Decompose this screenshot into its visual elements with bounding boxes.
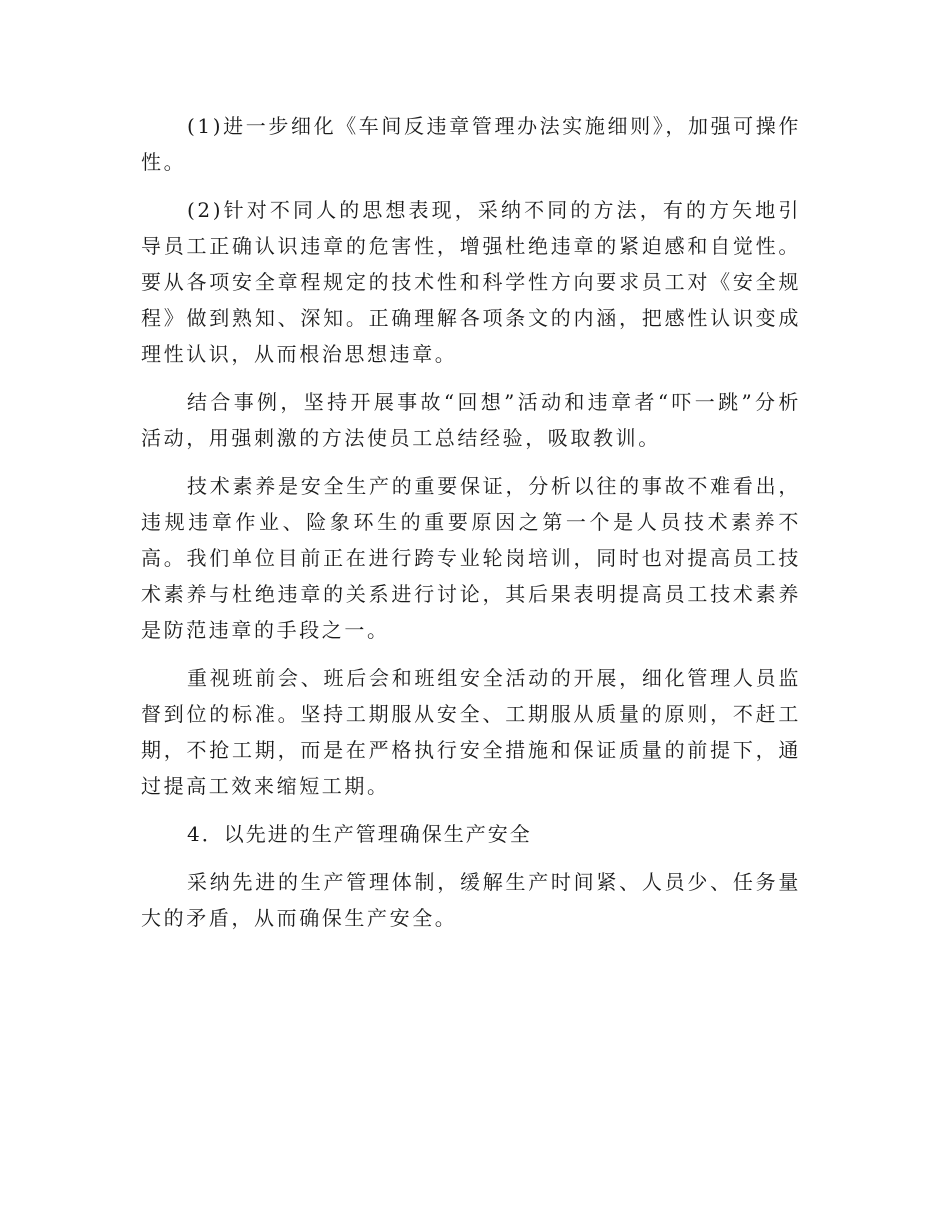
paragraph-2: (2)针对不同人的思想表现，采纳不同的方法，有的方矢地引导员工正确认识违章的危害性，增强杜绝违章的紧迫感和自觉性。要从各项安全章程规定的技术性和科学性方向要求员工对《安全规程》做到熟知、深知。正确理解各项条文的内涵，把感性认识变成理性认识，从而根治思想违章。: [141, 198, 801, 366]
paragraph-5: 重视班前会、班后会和班组安全活动的开展，细化管理人员监督到位的标准。坚持工期服从安全、工期服从质量的原则，不赶工期，不抢工期，而是在严格执行安全措施和保证质量的前提下，通过提高工效来缩短工期。: [141, 666, 801, 798]
paragraph-3: 结合事例，坚持开展事故“回想”活动和违章者“吓一跳”分析活动，用强刺激的方法使员工总结经验，吸取教训。: [141, 390, 801, 450]
paragraph-4: 技术素养是安全生产的重要保证，分析以往的事故不难看出，违规违章作业、险象环生的重要原因之第一个是人员技术素养不高。我们单位目前正在进行跨专业轮岗培训，同时也对提高员工技术素养与杜绝违章的关系进行讨论，其后果表明提高员工技术素养是防范违章的手段之一。: [141, 474, 801, 642]
paragraph-6: 采纳先进的生产管理体制，缓解生产时间紧、人员少、任务量大的矛盾，从而确保生产安全。: [141, 870, 801, 930]
paragraph-1: (1)进一步细化《车间反违章管理办法实施细则》，加强可操作性。: [141, 114, 801, 174]
section-heading: 4．以先进的生产管理确保生产安全: [187, 822, 532, 846]
document-body: [141, 108, 801, 948]
